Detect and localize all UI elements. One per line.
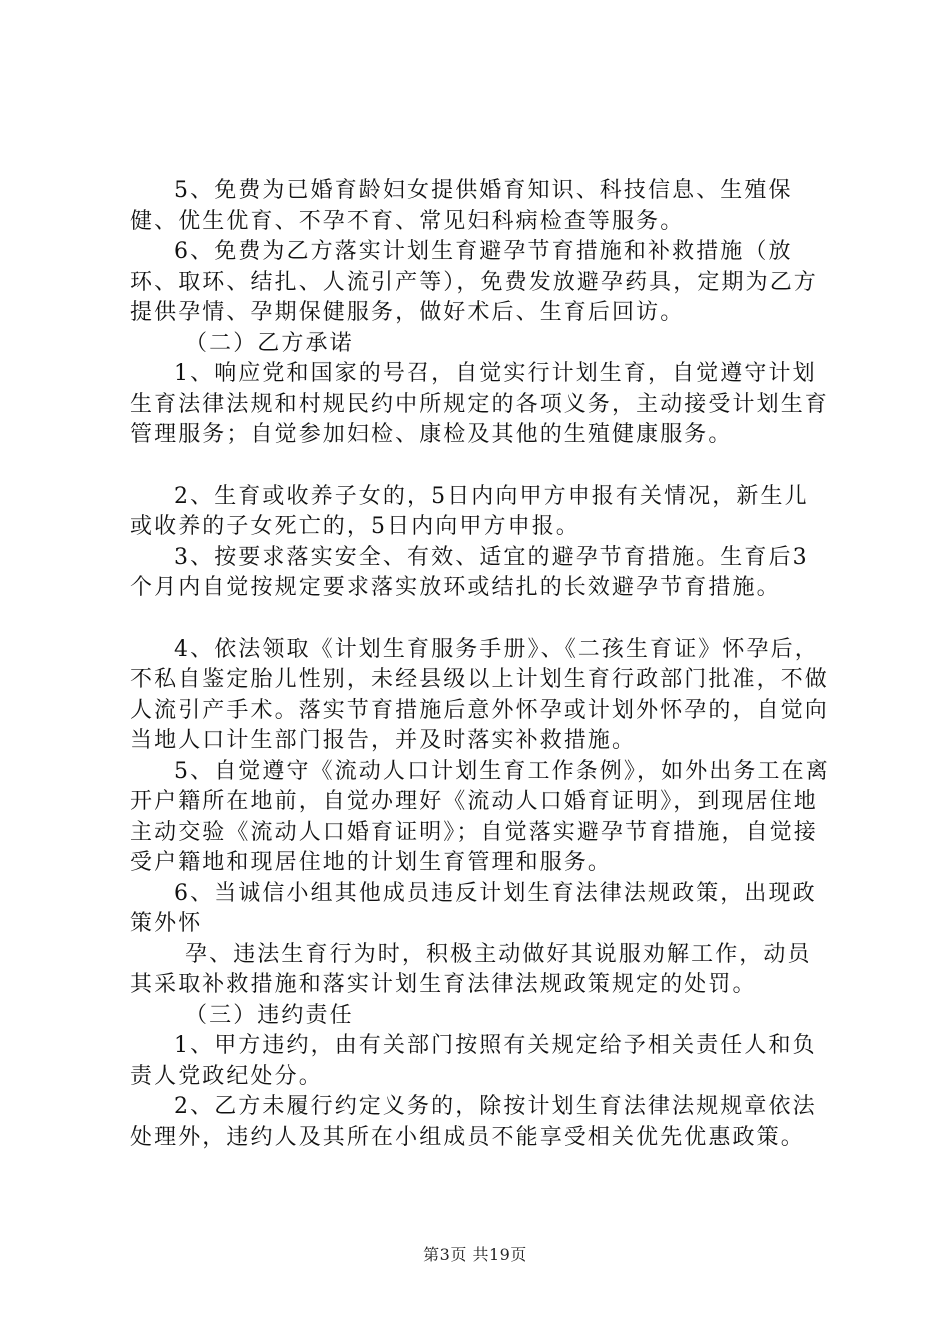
paragraph-b5: 5、自觉遵守《流动人口计划生育工作条例》，如外出务工在离开户籍所在地前，自觉办理好《流动人口婚育证明》，到现居住地主动交验《流动人口婚育证明》；自觉落实避孕节育措施，自觉接受户籍地和现居住地的计划生育管理和服务。 [130, 758, 830, 875]
paragraph-c2: 2、乙方未履行约定义务的，除按计划生育法律法规规章依法处理外，违约人及其所在小组成员不能享受相关优先优惠政策。 [130, 1094, 817, 1150]
paragraph-c1: 1、甲方违约，由有关部门按照有关规定给予相关责任人和负责人党政纪处分。 [130, 1033, 817, 1089]
page-number-footer: 第3页 共19页 [423, 1245, 527, 1264]
paragraph-b4: 4、依法领取《计划生育服务手册》、《二孩生育证》怀孕后，不私自鉴定胎儿性别，未经县级以上计划生育行政部门批准，不做人流引产手术。落实节育措施后意外怀孕或计划外怀孕的，自觉向当地人口计生部门报告，并及时落实补救措施。 [130, 636, 829, 753]
paragraph-b1: 1、响应党和国家的号召，自觉实行计划生育，自觉遵守计划生育法律法规和村规民约中所规定的各项义务，主动接受计划生育管理服务；自觉参加妇检、康检及其他的生殖健康服务。 [130, 361, 829, 447]
paragraph-b3: 3、按要求落实安全、有效、适宜的避孕节育措施。生育后3个月内自觉按规定要求落实放环或结扎的长效避孕节育措施。 [130, 544, 809, 600]
document-body [130, 176, 830, 1153]
paragraph-gap [130, 451, 830, 482]
paragraph-gap [130, 604, 830, 635]
section-heading-breach-liability: （三）违约责任 [185, 1002, 354, 1028]
paragraph-b2: 2、生育或收养子女的，5日内向甲方申报有关情况，新生儿或收养的子女死亡的，5日内向甲方申报。 [130, 483, 809, 539]
paragraph-b6-continued: 孕、违法生育行为时，积极主动做好其说服劝解工作，动员其采取补救措施和落实计划生育法律法规政策规定的处罚。 [130, 941, 812, 997]
paragraph-a5: 5、免费为已婚育龄妇女提供婚育知识、科技信息、生殖保健、优生优育、不孕不育、常见妇科病检查等服务。 [130, 178, 793, 234]
paragraph-b6: 6、当诚信小组其他成员违反计划生育法律法规政策，出现政策外怀 [130, 880, 817, 936]
paragraph-a6: 6、免费为乙方落实计划生育避孕节育措施和补救措施（放环、取环、结扎、人流引产等），免费发放避孕药具，定期为乙方提供孕情、孕期保健服务，做好术后、生育后回访。 [130, 239, 818, 325]
section-heading-party-b-promise: （二）乙方承诺 [185, 330, 354, 356]
